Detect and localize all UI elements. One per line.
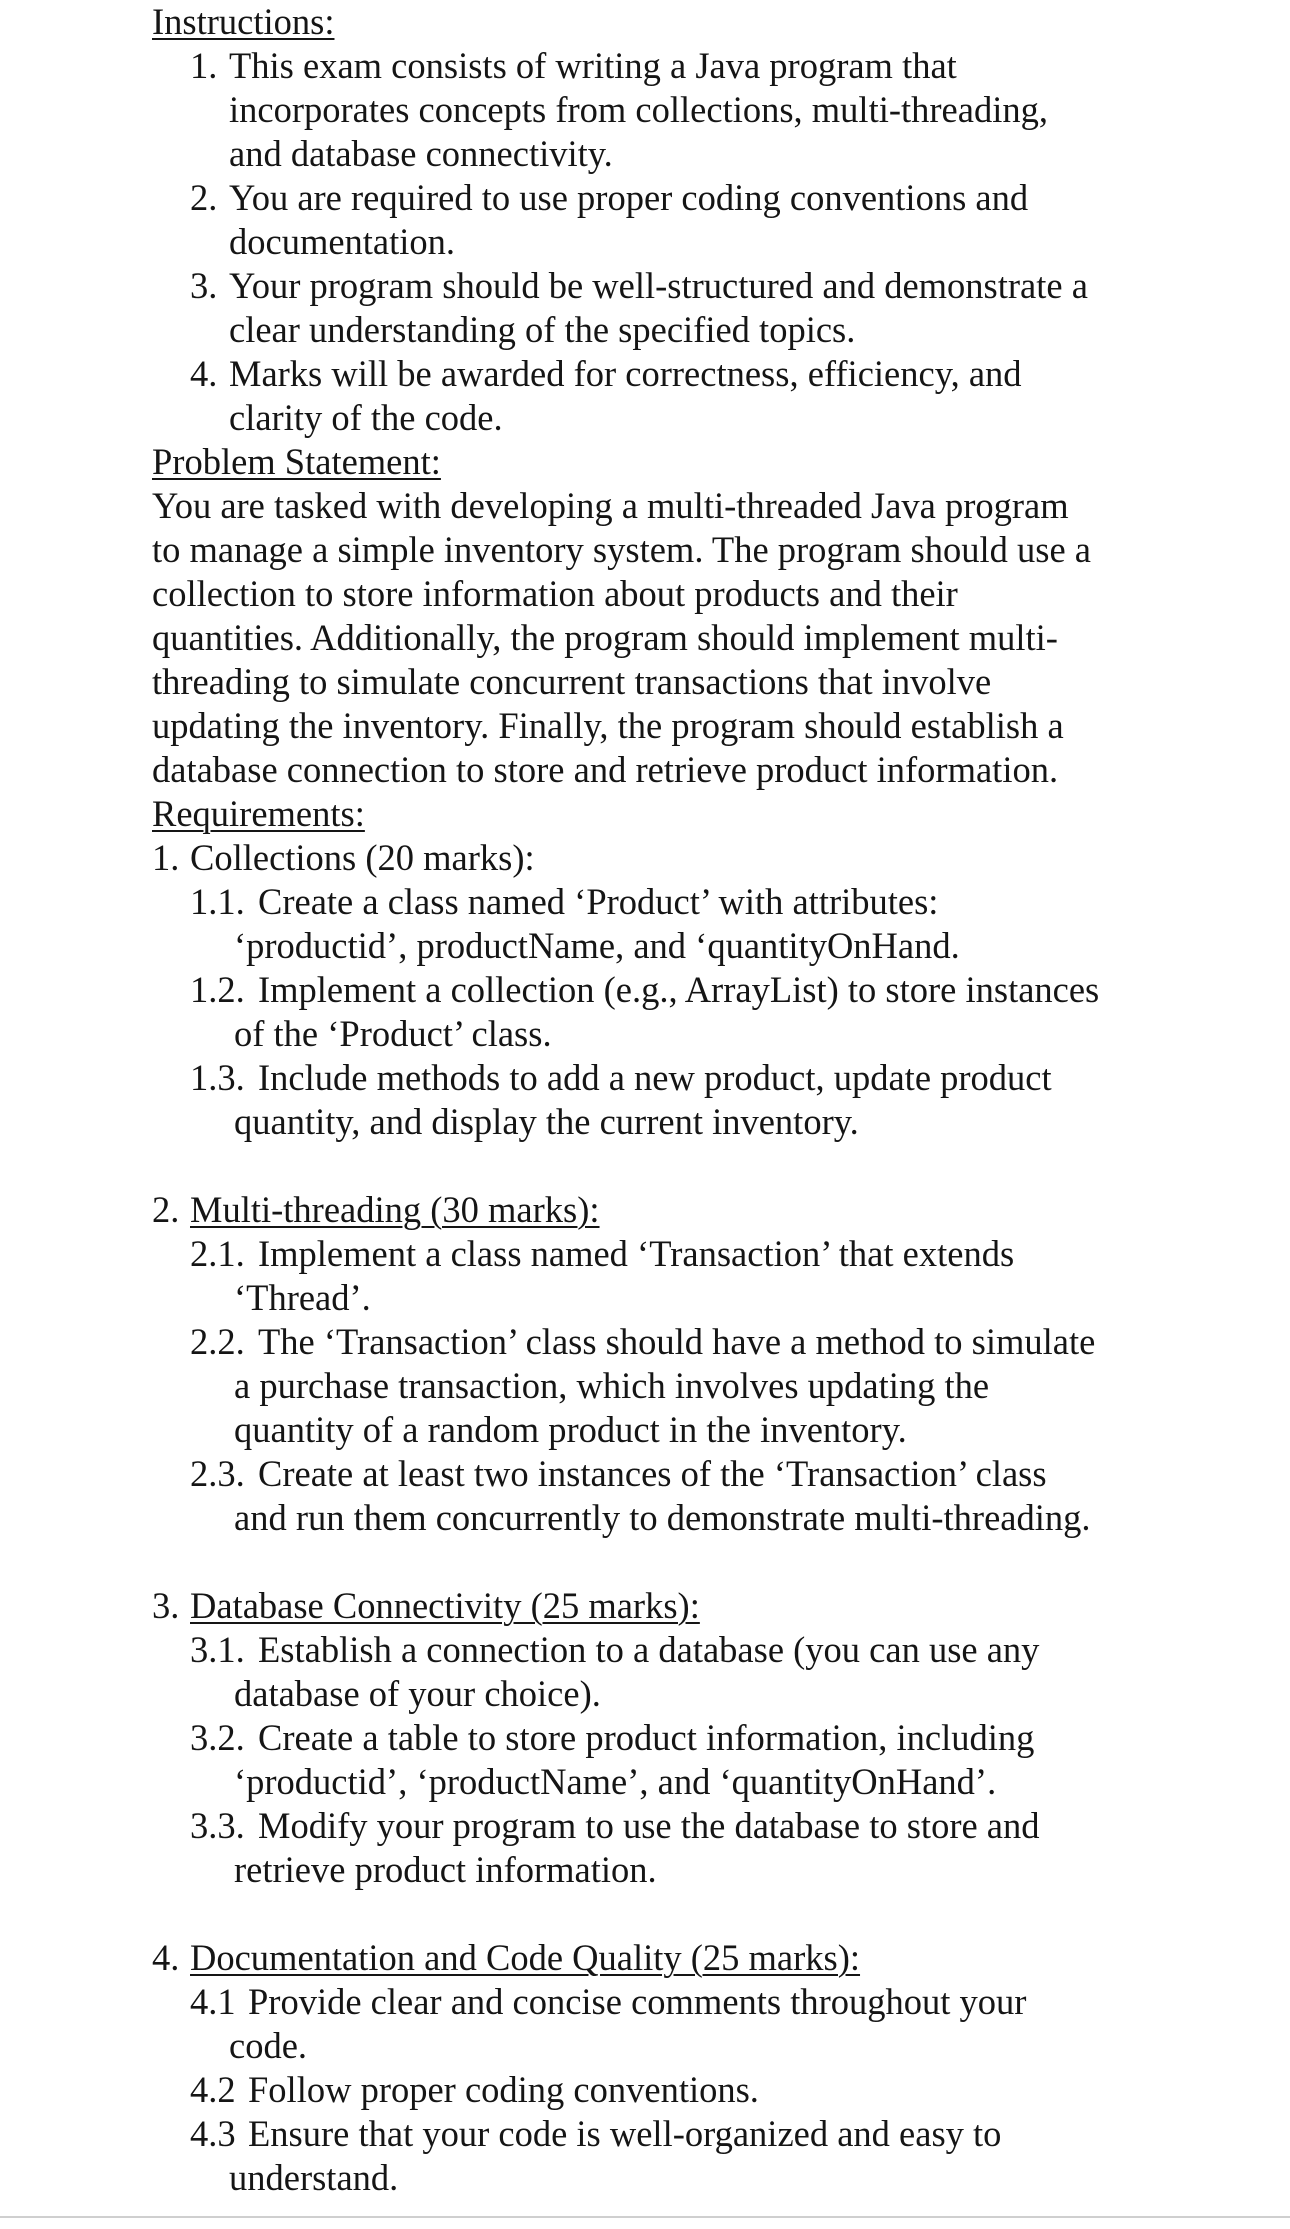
instruction-text: clear understanding of the specified topics. <box>229 309 856 350</box>
item-number: 4.3 <box>190 2113 236 2154</box>
instruction-text: clarity of the code. <box>229 397 503 438</box>
instruction-text: This exam consists of writing a Java program that <box>229 45 957 86</box>
item-text: Implement a collection (e.g., ArrayList) to store instances <box>258 969 1100 1010</box>
item-text: code. <box>229 2025 308 2066</box>
item-text: ‘productid’, ‘productName’, and ‘quantityOnHand’. <box>234 1761 997 1802</box>
problem-line: updating the inventory. Finally, the program should establish a <box>152 705 1064 746</box>
item-text: quantity, and display the current inventory. <box>234 1101 859 1142</box>
instruction-number: 1. <box>190 45 218 86</box>
section-title-database: Database Connectivity (25 marks): <box>190 1585 700 1626</box>
problem-heading: Problem Statement: <box>152 441 441 482</box>
item-text: Establish a connection to a database (you can use any <box>258 1629 1040 1670</box>
item-text: ‘productid’, productName, and ‘quantityOnHand. <box>234 925 960 966</box>
requirements-heading: Requirements: <box>152 793 365 834</box>
item-number: 2.1. <box>190 1233 245 1274</box>
item-number: 1.1. <box>190 881 245 922</box>
problem-line: threading to simulate concurrent transactions that involve <box>152 661 992 702</box>
section-number: 4. <box>152 1937 180 1978</box>
instruction-number: 2. <box>190 177 218 218</box>
instruction-text: and database connectivity. <box>229 133 613 174</box>
item-text: Create a table to store product information, including <box>258 1717 1035 1758</box>
page-bottom-divider <box>0 2216 1290 2218</box>
item-text: Create at least two instances of the ‘Transaction’ class <box>258 1453 1047 1494</box>
problem-line: to manage a simple inventory system. The program should use a <box>152 529 1092 570</box>
item-text: Ensure that your code is well-organized and easy to <box>248 2113 1002 2154</box>
instruction-number: 4. <box>190 353 218 394</box>
item-number: 1.3. <box>190 1057 245 1098</box>
section-title-multithreading: Multi-threading (30 marks): <box>190 1189 600 1230</box>
item-text: Provide clear and concise comments throughout your <box>248 1981 1027 2022</box>
item-text: quantity of a random product in the inventory. <box>234 1409 907 1450</box>
instruction-text: You are required to use proper coding conventions and <box>229 177 1029 218</box>
section-number: 3. <box>152 1585 180 1626</box>
item-number: 4.1 <box>190 1981 236 2022</box>
instruction-text: incorporates concepts from collections, multi-threading, <box>229 89 1048 130</box>
item-text: understand. <box>229 2157 399 2198</box>
item-number: 1.2. <box>190 969 245 1010</box>
item-text: Include methods to add a new product, update product <box>258 1057 1052 1098</box>
item-number: 4.2 <box>190 2069 236 2110</box>
instructions-heading: Instructions: <box>152 1 335 42</box>
instruction-text: documentation. <box>229 221 456 262</box>
item-text: a purchase transaction, which involves updating the <box>234 1365 990 1406</box>
instruction-text: Marks will be awarded for correctness, efficiency, and <box>229 353 1022 394</box>
item-number: 2.3. <box>190 1453 245 1494</box>
instruction-number: 3. <box>190 265 218 306</box>
section-number: 2. <box>152 1189 180 1230</box>
problem-line: collection to store information about products and their <box>152 573 958 614</box>
section-title-documentation: Documentation and Code Quality (25 marks): <box>190 1937 861 1978</box>
item-text: database of your choice). <box>234 1673 601 1714</box>
item-number: 3.3. <box>190 1805 245 1846</box>
item-number: 3.2. <box>190 1717 245 1758</box>
problem-line: database connection to store and retrieve product information. <box>152 749 1059 790</box>
section-title-collections: Collections (20 marks): <box>190 837 535 878</box>
item-text: Follow proper coding conventions. <box>248 2069 759 2110</box>
section-number: 1. <box>152 837 180 878</box>
item-text: retrieve product information. <box>234 1849 657 1890</box>
item-text: Modify your program to use the database to store and <box>258 1805 1040 1846</box>
instruction-text: Your program should be well-structured and demonstrate a <box>229 265 1088 306</box>
problem-line: You are tasked with developing a multi-threaded Java program <box>152 485 1069 526</box>
item-text: Implement a class named ‘Transaction’ that extends <box>258 1233 1015 1274</box>
item-text: ‘Thread’. <box>234 1277 371 1318</box>
item-number: 3.1. <box>190 1629 245 1670</box>
item-text: Create a class named ‘Product’ with attributes: <box>258 881 939 922</box>
item-text: and run them concurrently to demonstrate multi-threading. <box>234 1497 1091 1538</box>
item-text: of the ‘Product’ class. <box>234 1013 552 1054</box>
item-text: The ‘Transaction’ class should have a method to simulate <box>258 1321 1096 1362</box>
item-number: 2.2. <box>190 1321 245 1362</box>
problem-line: quantities. Additionally, the program should implement multi- <box>152 617 1058 658</box>
